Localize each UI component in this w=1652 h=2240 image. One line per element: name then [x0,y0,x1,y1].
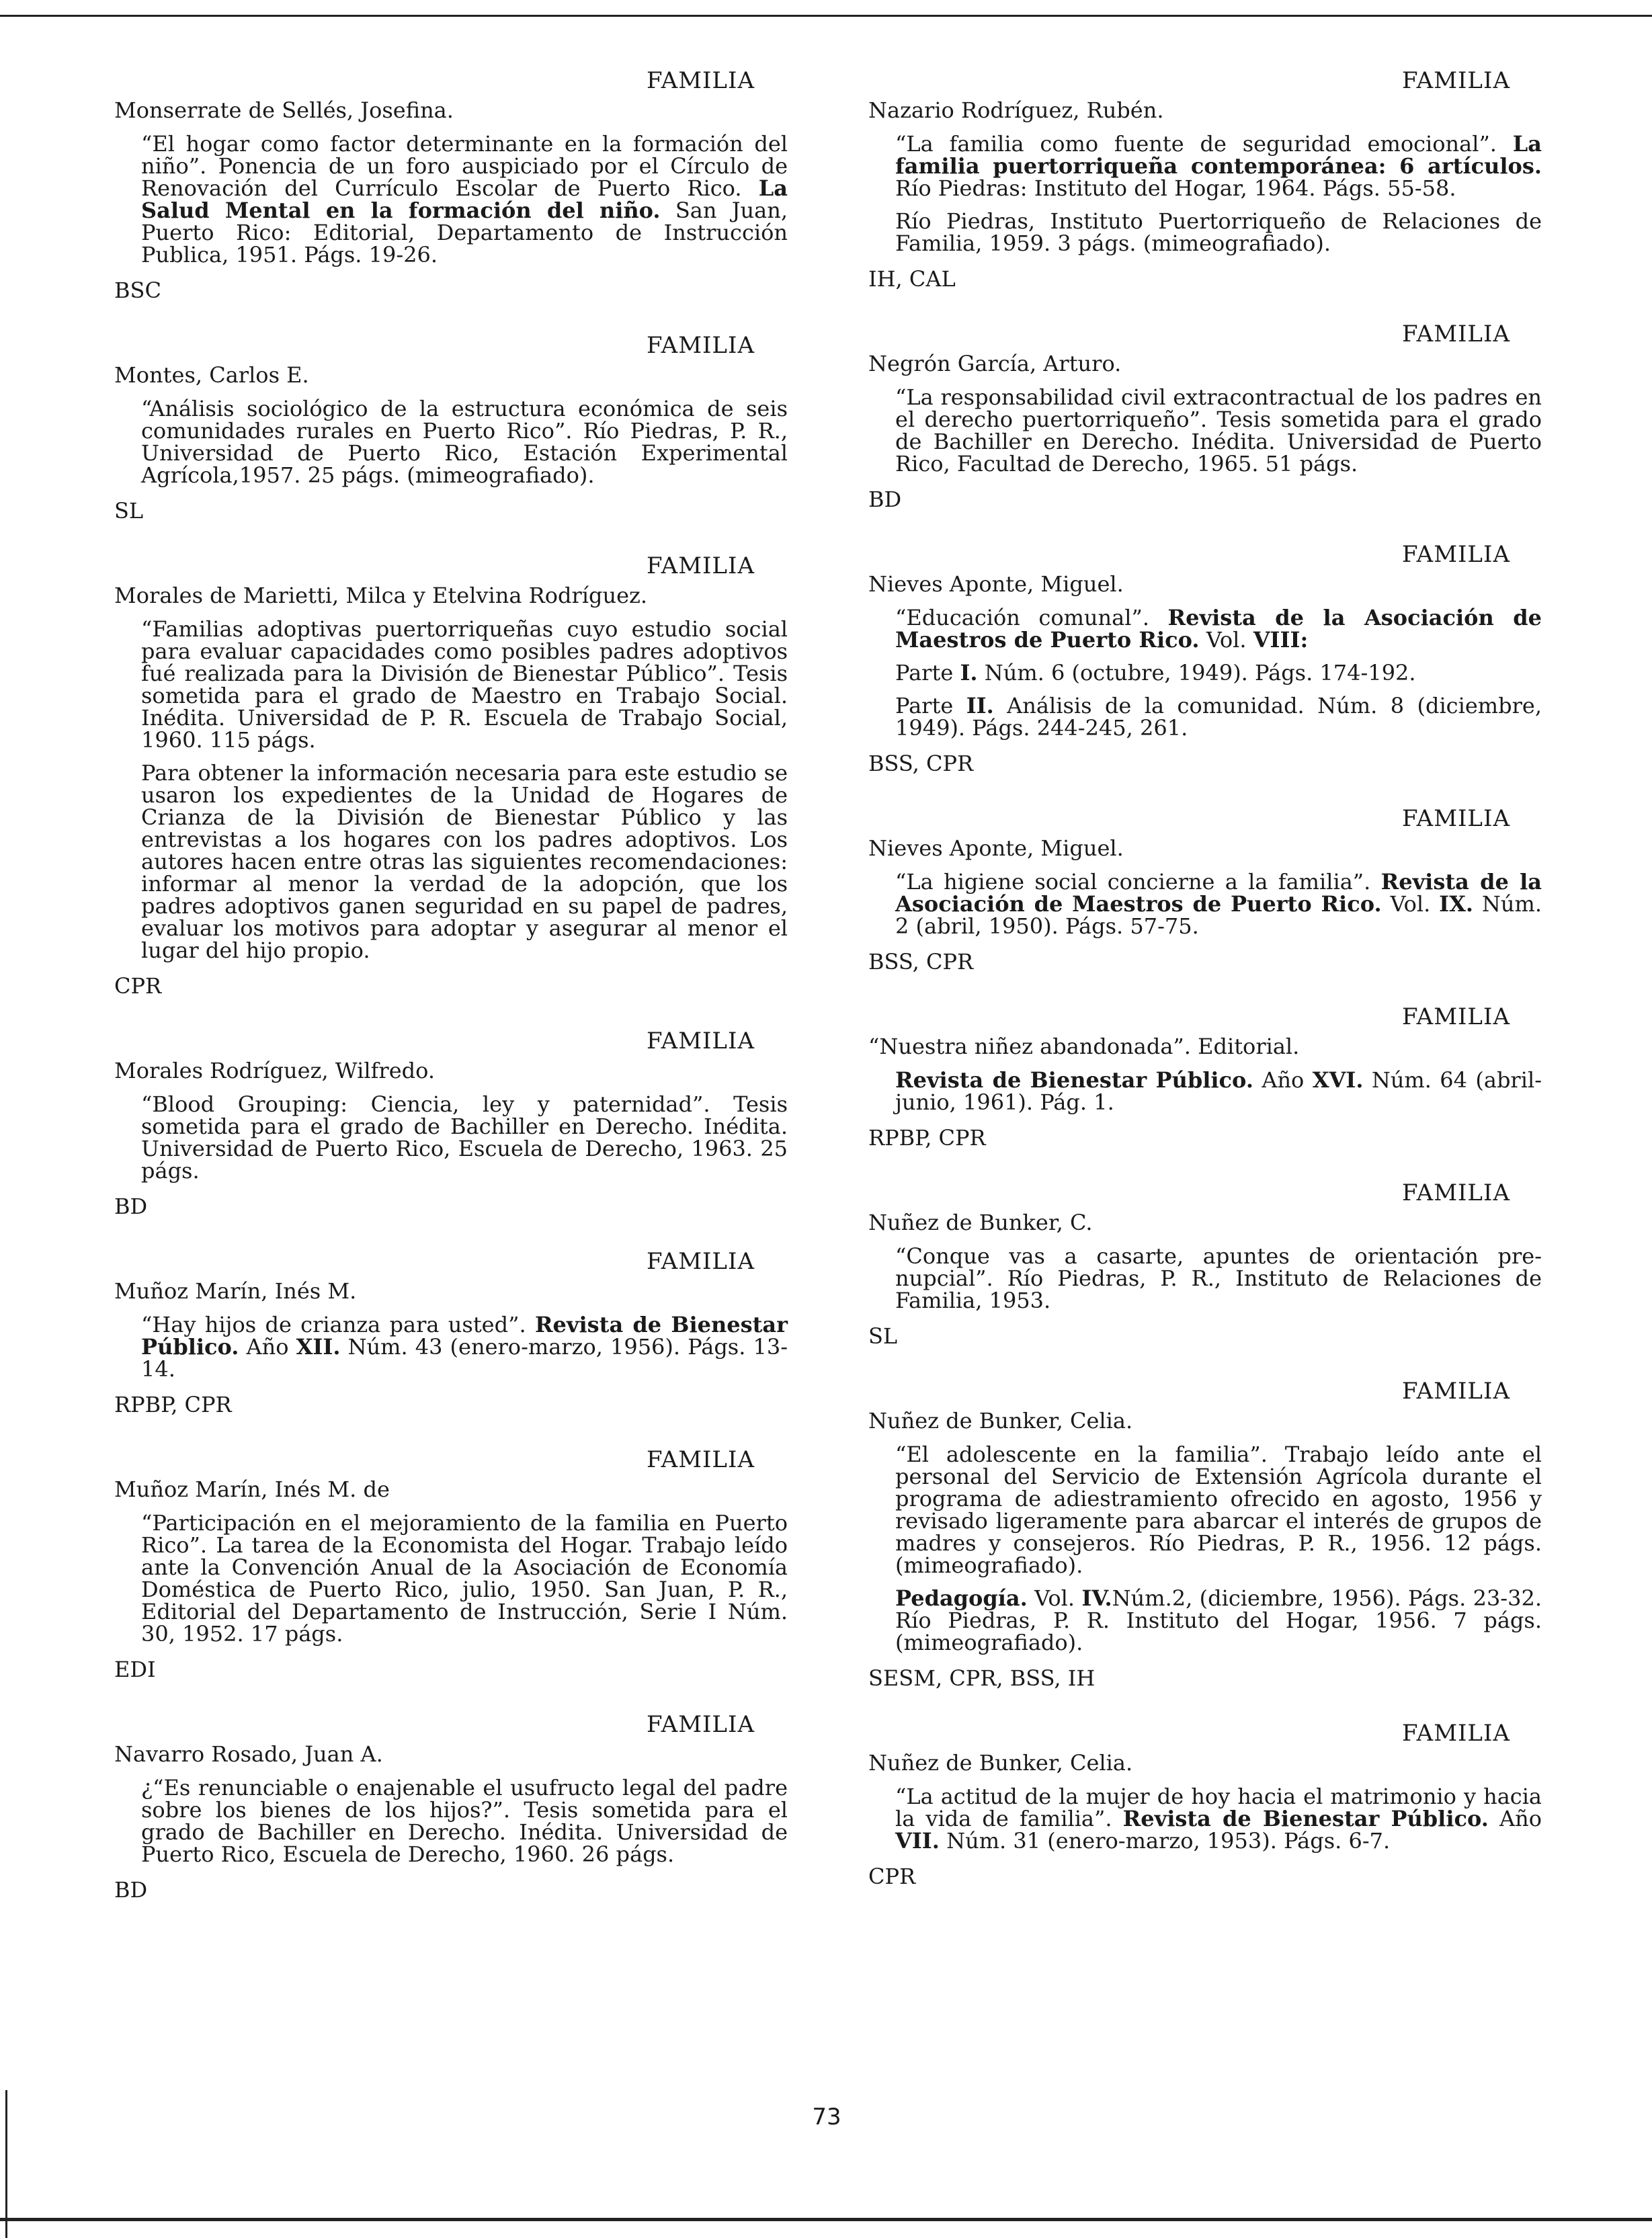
citation-segment: ¿“Es renunciable o enajenable el usufructo legal del padre sobre los bienes de los hijos?”. Tesis sometida para el grado de Bachiller en Derecho. Inédita. Universidad de Puerto Rico, Escuela de Derecho, 1960. 26 págs. [141,1775,788,1867]
bibliography-entry [114,552,792,999]
entry-subject-heading: FAMILIA [647,332,755,359]
entry-location-code: IH, CAL [868,266,956,292]
entry-citation-text [141,618,788,751]
entry-author: Nuñez de Bunker, C. [868,1210,1093,1235]
citation-segment: Núm. 6 (octubre, 1949). Págs. 174-192. [977,660,1416,686]
entry-citation-text [895,871,1542,938]
citation-segment: Parte [895,693,966,718]
entry-subject-heading: FAMILIA [647,1446,755,1473]
citation-segment: “Hay hijos de crianza para usted”. [141,1312,535,1337]
entry-location-code: SL [114,498,144,524]
bibliography-entry [868,541,1547,777]
entry-citation-text [895,1587,1542,1654]
bibliography-entry [868,1720,1547,1890]
entry-location-code: BSS, CPR [868,751,974,776]
bibliography-entry [868,1179,1547,1350]
bibliography-entry [868,321,1547,513]
entry-author: Montes, Carlos E. [114,362,309,388]
left-margin-rule [5,2090,7,2238]
top-rule [0,15,1652,17]
citation-segment: Análisis de la comunidad. Núm. 8 (diciembre, 1949). Págs. 244-245, 261. [895,693,1542,741]
bottom-rule [0,2218,1652,2221]
entry-author: Negrón García, Arturo. [868,351,1122,376]
entry-location-code: BD [114,1877,148,1903]
entry-location-code: SESM, CPR, BSS, IH [868,1665,1096,1691]
citation-segment: “Análisis sociológico de la estructura económica de seis comunidades rurales en Puerto Rico”. Río Piedras, P. R., Universidad de Puerto Rico, Estación Experimental Agrícola,1957. 25 págs. (mimeografiado). [141,396,788,488]
citation-segment: Núm. 64 (abril-junio, 1961). Pág. 1. [895,1067,1542,1115]
entry-author: Muñoz Marín, Inés M. de [114,1477,390,1502]
citation-segment: “La higiene social concierne a la familia”. [895,869,1381,895]
citation-bold-segment: VII. [895,1828,940,1854]
citation-bold-segment: Pedagogía. [895,1585,1028,1611]
citation-segment: San Juan, Puerto Rico: Editorial, Departamento de Instrucción Publica, 1951. Págs. 19-26. [141,198,788,267]
citation-segment: Parte [895,660,960,686]
bibliography-entry [114,332,792,524]
citation-segment: “La familia como fuente de seguridad emocional”. [895,131,1513,157]
entry-author: Nuñez de Bunker, Celia. [868,1408,1133,1434]
entry-author: Nieves Aponte, Miguel. [868,571,1124,597]
entry-citation-text [141,133,788,266]
entry-citation-text [895,662,1542,684]
entry-author: Morales de Marietti, Milca y Etelvina Rodríguez. [114,583,648,608]
entry-author: Nuñez de Bunker, Celia. [868,1750,1133,1776]
citation-segment: Año [1488,1806,1542,1831]
entry-subject-heading: FAMILIA [647,1028,755,1054]
entry-citation-text [895,133,1542,200]
entry-subject-heading: FAMILIA [647,1711,755,1738]
entry-citation-text [141,1777,788,1866]
citation-segment: Vol. [1381,891,1440,917]
entry-location-code: BSS, CPR [868,949,974,974]
citation-bold-segment: IV. [1081,1585,1112,1611]
bibliography-entry [114,1028,792,1220]
citation-bold-segment: Revista de Bienestar Público. [895,1067,1253,1093]
bibliography-entry [868,67,1547,292]
entry-citation-text [895,1245,1542,1312]
entry-location-code: SL [868,1323,898,1349]
entry-citation-text [895,210,1542,255]
citation-segment: Año [239,1334,296,1360]
entry-author: Navarro Rosado, Juan A. [114,1741,383,1767]
entry-citation-text [141,398,788,487]
entry-author: Muñoz Marín, Inés M. [114,1278,357,1304]
entry-subject-heading: FAMILIA [1402,541,1510,568]
citation-segment: Año [1253,1067,1313,1093]
entry-citation-text [141,1093,788,1182]
page-number: 73 [812,2104,841,2130]
citation-bold-segment: Revista de Bienestar Público. [1122,1806,1489,1831]
citation-segment: “Conque vas a casarte, apuntes de orientación pre-nupcial”. Río Piedras, P. R., Instituto de Relaciones de Familia, 1953. [895,1243,1542,1313]
entry-citation-text [895,1069,1542,1114]
entry-location-code: EDI [114,1657,156,1682]
left-column [114,67,792,1932]
citation-segment: “Blood Grouping: Ciencia, ley y paternidad”. Tesis sometida para el grado de Bachiller en Derecho. Inédita. Universidad de Puerto Rico, Escuela de Derecho, 1963. 25 págs. [141,1091,788,1184]
citation-segment: Núm.2, (diciembre, 1956). Págs. 23-32. Río Piedras, P. R. Instituto del Hogar, 1956. 7 págs. (mimeografiado). [895,1585,1542,1655]
citation-segment: “Educación comunal”. [895,605,1168,630]
entry-citation-text [895,695,1542,739]
bibliography-entry [868,1003,1547,1151]
entry-location-code: CPR [868,1864,916,1889]
entry-citation-text [895,1444,1542,1577]
citation-segment: Núm. 2 (abril, 1950). Págs. 57-75. [895,891,1542,939]
entry-location-code: RPBP, CPR [114,1392,232,1417]
entry-author: Monserrate de Sellés, Josefina. [114,97,454,123]
entry-citation-text [141,1512,788,1645]
entry-subject-heading: FAMILIA [1402,1378,1510,1405]
entry-location-code: RPBP, CPR [868,1125,986,1151]
entry-subject-heading: FAMILIA [1402,1720,1510,1747]
citation-segment: “Familias adoptivas puertorriqueñas cuyo estudio social para evaluar capacidades como posibles padres adoptivos fué realizada para la División de Bienestar Público”. Tesis sometida para el grado de Maestro en Trabajo Social. Inédita. Universidad de P. R. Escuela de Trabajo Social, 1960. 115 págs. [141,616,788,753]
citation-segment: Río Piedras, Instituto Puertorriqueño de Relaciones de Familia, 1959. 3 págs. (mimeografiado). [895,208,1542,256]
entry-citation-text [895,386,1542,475]
entry-subject-heading: FAMILIA [647,67,755,94]
citation-segment: Núm. 43 (enero-marzo, 1956). Págs. 13-14. [141,1334,788,1382]
entry-subject-heading: FAMILIA [1402,321,1510,347]
citation-bold-segment: Revista de la Asociación de Maestros de Puerto Rico. [895,605,1542,653]
citation-segment: “El adolescente en la familia”. Trabajo leído ante el personal del Servicio de Extensión Agrícola durante el programa de adiestramiento ofrecido en agosto, 1956 y revisado ligeramente para abarcar el interés de grupos de madres y consejeros. Río Piedras, P. R., 1956. 12 págs. (mimeografiado). [895,1442,1542,1578]
citation-bold-segment: Revista de Bienestar Público. [141,1312,788,1360]
bibliography-entry [868,1378,1547,1692]
citation-segment: “La actitud de la mujer de hoy hacia el matrimonio y hacia la vida de familia”. [895,1784,1542,1831]
entry-location-code: BD [868,487,902,512]
citation-bold-segment: IX. [1439,891,1474,917]
bibliography-entry [114,67,792,304]
citation-segment: “El hogar como factor determinante en la formación del niño”. Ponencia de un foro auspiciado por el Círculo de Renovación del Currículo Escolar de Puerto Rico. [141,131,788,201]
bibliography-entry [114,1711,792,1903]
entry-author: Morales Rodríguez, Wilfredo. [114,1058,436,1083]
entry-author: Nieves Aponte, Miguel. [868,835,1124,861]
citation-bold-segment: La Salud Mental en la formación del niño. [141,175,788,223]
citation-segment: “La responsabilidad civil extracontractual de los padres en el derecho puertorriqueño”. Tesis sometida para el grado de Bachiller en Derecho. Inédita. Universidad de Puerto Rico, Facultad de Derecho, 1965. 51 págs. [895,384,1542,476]
bibliography-entry [114,1446,792,1683]
citation-segment: “Participación en el mejoramiento de la familia en Puerto Rico”. La tarea de la Economista del Hogar. Trabajo leído ante la Convención Anual de la Asociación de Economía Doméstica de Puerto Rico, julio, 1950. San Juan, P. R., Editorial del Departamento de Instrucción, Serie I Núm. 30, 1952. 17 págs. [141,1510,788,1647]
bibliography-entry [868,805,1547,975]
right-column [868,67,1547,1918]
citation-segment: Para obtener la información necesaria para este estudio se usaron los expedientes de la Unidad de Hogares de Crianza de la División de Bienestar Público y las entrevistas a los hogares con los padres adoptivos. Los autores hacen entre otras las siguientes recomendaciones: informar al menor la verdad de la adopción, que los padres adoptivos ganen seguridad en su papel de padres, evaluar los motivos para adoptar y asegurar al menor el lugar del hijo propio. [141,760,788,963]
citation-segment: Vol. [1027,1585,1082,1611]
entry-subject-heading: FAMILIA [1402,1179,1510,1206]
citation-bold-segment: II. [966,693,994,718]
citation-bold-segment: XVI. [1312,1067,1364,1093]
citation-segment: Vol. [1199,627,1253,653]
entry-citation-text [895,607,1542,651]
entry-location-code: CPR [114,973,162,999]
entry-subject-heading: FAMILIA [647,552,755,579]
citation-bold-segment: XII. [296,1334,341,1360]
citation-bold-segment: VIII: [1253,627,1309,653]
entry-author: “Nuestra niñez abandonada”. Editorial. [868,1034,1300,1059]
entry-location-code: BSC [114,278,161,303]
entry-author: Nazario Rodríguez, Rubén. [868,97,1164,123]
citation-bold-segment: La familia puertorriqueña contemporánea: 6 artículos. [895,131,1542,179]
entry-subject-heading: FAMILIA [1402,67,1510,94]
entry-subject-heading: FAMILIA [647,1248,755,1275]
bibliography-entry [114,1248,792,1418]
citation-segment: Río Piedras: Instituto del Hogar, 1964. Págs. 55-58. [895,175,1456,201]
citation-bold-segment: I. [960,660,978,686]
citation-bold-segment: Revista de la Asociación de Maestros de Puerto Rico. [895,869,1542,917]
entry-subject-heading: FAMILIA [1402,1003,1510,1030]
citation-segment: Núm. 31 (enero-marzo, 1953). Págs. 6-7. [939,1828,1391,1854]
entry-subject-heading: FAMILIA [1402,805,1510,832]
entry-citation-text [141,1314,788,1380]
entry-location-code: BD [114,1194,148,1219]
entry-citation-text [141,762,788,962]
entry-citation-text [895,1786,1542,1852]
